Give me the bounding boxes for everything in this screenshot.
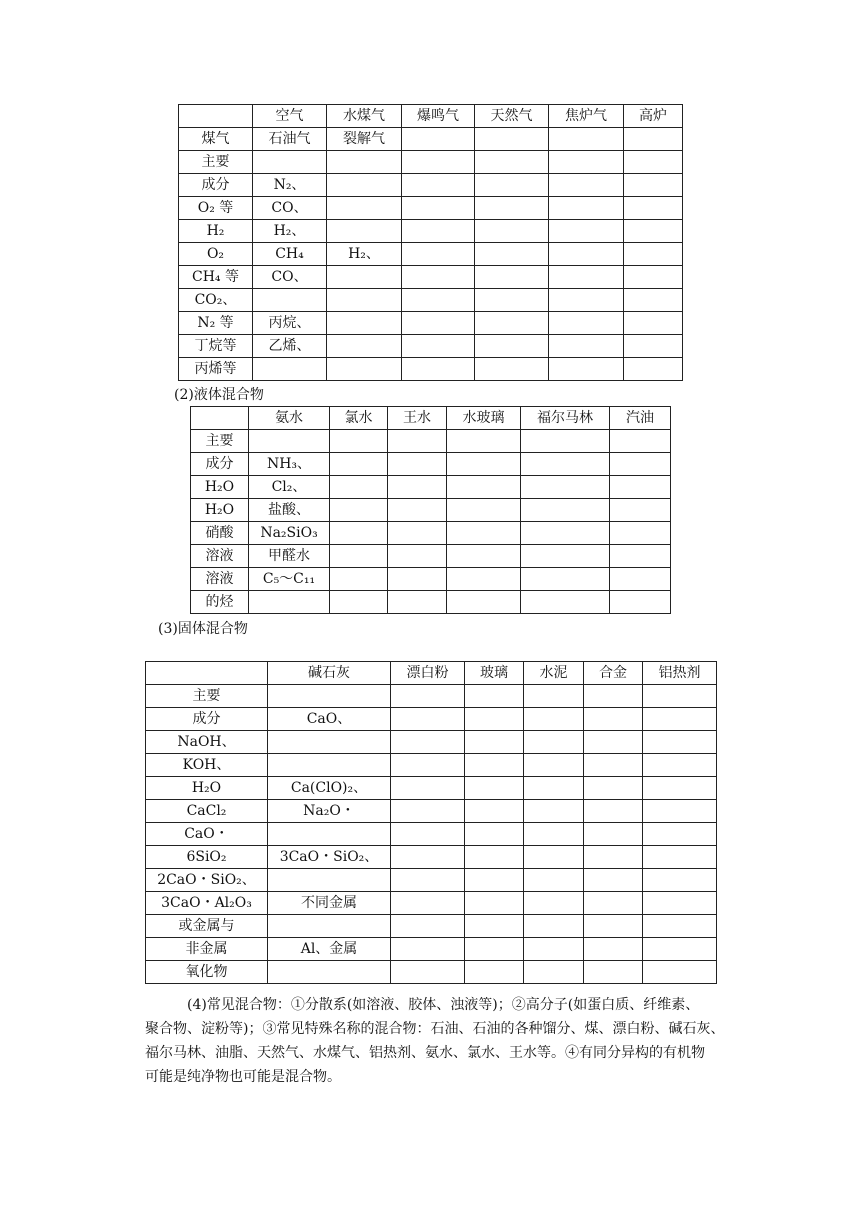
solid-table-row [146,731,717,754]
solid-table-cell [584,685,643,708]
gas-table-row [179,243,683,266]
solid-table-cell [584,823,643,846]
solid-table-cell [391,961,465,984]
solid-table-cell [465,731,524,754]
gas-table-cell [327,197,402,220]
gas-table-cell [624,151,683,174]
gas-table-row [179,197,683,220]
liquid-table-cell [610,591,671,614]
liquid-table-header-cell: 汽油 [610,407,671,430]
gas-table-cell [327,335,402,358]
liquid-table-cell [330,568,388,591]
solid-table-cell [584,800,643,823]
gas-table-cell [475,358,549,381]
solid-table-cell [524,869,584,892]
liquid-table-cell [330,545,388,568]
solid-table-cell [391,823,465,846]
liquid-table-cell [447,522,521,545]
solid-table-cell: 非金属 [146,938,268,961]
solid-table-cell: 3CaO・Al₂O₃ [146,892,268,915]
solid-table-cell [391,915,465,938]
liquid-table-cell [610,499,671,522]
gas-table-cell [475,174,549,197]
liquid-table-cell: 硝酸 [191,522,249,545]
gas-table-cell [475,243,549,266]
gas-table-cell: 主要 [179,151,253,174]
gas-table-cell [402,243,475,266]
gas-table-header-cell: 焦炉气 [549,105,624,128]
gas-table-cell: H₂ [179,220,253,243]
liquid-table-cell [388,453,447,476]
solid-table-cell [643,869,717,892]
gas-table-row [179,266,683,289]
solid-table-cell: Al、金属 [268,938,391,961]
liquid-table-cell [330,591,388,614]
gas-table-cell [253,289,327,312]
liquid-table-row [191,430,671,453]
gas-table-cell: CO、 [253,266,327,289]
solid-table-cell [524,961,584,984]
gas-table-cell [624,358,683,381]
solid-table-cell [465,754,524,777]
solid-table-cell [524,915,584,938]
solid-table-cell [584,777,643,800]
liquid-table-cell [330,453,388,476]
gas-table-cell [549,243,624,266]
gas-table-cell: H₂、 [253,220,327,243]
liquid-table-cell: H₂O [191,499,249,522]
gas-table-cell: 石油气 [253,128,327,151]
liquid-table-cell [330,476,388,499]
solid-table-cell [584,869,643,892]
liquid-table-cell [447,591,521,614]
liquid-table-row [191,407,671,430]
solid-table-row [146,961,717,984]
liquid-table-cell: 成分 [191,453,249,476]
solid-table-header-cell: 碱石灰 [268,662,391,685]
liquid-table-cell: Cl₂、 [249,476,330,499]
solid-table-cell [524,938,584,961]
liquid-table-cell: 溶液 [191,545,249,568]
gas-table-row [179,151,683,174]
solid-table-cell [465,823,524,846]
solid-table-cell [524,731,584,754]
solid-table-cell [391,800,465,823]
solid-table-row [146,800,717,823]
gas-table-row [179,358,683,381]
liquid-table-header-cell: 氨水 [249,407,330,430]
liquid-table-cell [447,430,521,453]
liquid-mixture-table [190,406,671,614]
liquid-table-cell [610,522,671,545]
gas-table-cell [253,151,327,174]
liquid-table-header-cell: 氯水 [330,407,388,430]
gas-table-header-cell: 高炉 [624,105,683,128]
solid-table-cell: NaOH、 [146,731,268,754]
solid-table-row [146,915,717,938]
gas-table-row [179,174,683,197]
solid-table-cell: H₂O [146,777,268,800]
paragraph-line: 可能是纯净物也可能是混合物。 [145,1069,341,1085]
liquid-table-cell [610,453,671,476]
solid-table-cell [524,685,584,708]
gas-table-cell [402,174,475,197]
gas-table-cell [402,289,475,312]
gas-table-header-cell: 爆鸣气 [402,105,475,128]
liquid-table-cell [447,545,521,568]
liquid-table-cell: Na₂SiO₃ [249,522,330,545]
gas-table-cell [624,335,683,358]
solid-table-cell [584,892,643,915]
solid-table-row [146,938,717,961]
gas-table-cell [624,266,683,289]
liquid-table-row [191,476,671,499]
liquid-table-cell [330,499,388,522]
gas-table-cell [475,335,549,358]
liquid-table-header-cell [191,407,249,430]
solid-table-cell: CaCl₂ [146,800,268,823]
solid-table-cell: 成分 [146,708,268,731]
gas-table-cell [549,266,624,289]
solid-table-header-cell: 玻璃 [465,662,524,685]
gas-mixture-table [178,104,683,381]
solid-table-cell [643,800,717,823]
solid-table-cell [524,800,584,823]
gas-table-row [179,289,683,312]
solid-table-cell [465,869,524,892]
gas-table-cell [549,151,624,174]
solid-table-cell [268,754,391,777]
solid-table-cell [524,777,584,800]
gas-table-cell: 煤气 [179,128,253,151]
liquid-table-cell [447,476,521,499]
solid-table-cell: 或金属与 [146,915,268,938]
solid-table-cell [643,915,717,938]
gas-table-cell: 裂解气 [327,128,402,151]
solid-table-cell [643,823,717,846]
solid-table-cell [643,892,717,915]
gas-table-cell [475,197,549,220]
solid-table-cell [465,685,524,708]
solid-table-cell [643,938,717,961]
solid-table-cell: 氧化物 [146,961,268,984]
gas-table-cell [624,128,683,151]
solid-table-cell [391,777,465,800]
liquid-table-cell: NH₃、 [249,453,330,476]
liquid-table-cell [388,545,447,568]
solid-table-cell: 主要 [146,685,268,708]
liquid-table-cell: 主要 [191,430,249,453]
solid-table-cell [391,846,465,869]
liquid-table-header-cell: 水玻璃 [447,407,521,430]
solid-table-row [146,892,717,915]
liquid-table-cell [388,568,447,591]
gas-table-cell [327,151,402,174]
liquid-table-cell [447,453,521,476]
gas-table-cell [402,358,475,381]
solid-table-header-cell: 水泥 [524,662,584,685]
solid-table-cell [524,892,584,915]
liquid-table-cell [388,430,447,453]
solid-table-row [146,869,717,892]
solid-table-cell [391,892,465,915]
gas-table-cell [549,174,624,197]
solid-table-cell [584,938,643,961]
common-mixtures-paragraph [145,993,745,1089]
solid-table-cell [465,938,524,961]
gas-table-cell: 乙烯、 [253,335,327,358]
gas-table-row [179,220,683,243]
liquid-table-header-cell: 福尔马林 [521,407,610,430]
liquid-table-cell [521,522,610,545]
gas-table-cell [402,197,475,220]
solid-table-cell [391,938,465,961]
solid-table-cell [584,961,643,984]
liquid-table-cell [610,476,671,499]
gas-table-cell [475,151,549,174]
gas-table-cell [549,220,624,243]
gas-table-cell: 丙烷、 [253,312,327,335]
solid-table-header-cell [146,662,268,685]
gas-table-cell [402,335,475,358]
solid-table-cell [524,708,584,731]
paragraph-line: 聚合物、淀粉等)；③常见特殊名称的混合物：石油、石油的各种馏分、煤、漂白粉、碱石灰、 [145,1021,725,1037]
liquid-table-cell [521,499,610,522]
solid-table-cell [643,961,717,984]
solid-table-cell [643,685,717,708]
solid-mixture-caption: (3)固体混合物 [158,621,248,637]
gas-table-row [179,335,683,358]
gas-table-header-cell: 水煤气 [327,105,402,128]
gas-table-cell [327,312,402,335]
solid-table-cell [465,846,524,869]
gas-table-cell [475,128,549,151]
liquid-mixture-caption: (2)液体混合物 [174,387,264,403]
liquid-table-cell [521,545,610,568]
gas-table-header-cell: 天然气 [475,105,549,128]
gas-table-cell [402,266,475,289]
gas-table-cell [327,174,402,197]
solid-table-cell [268,731,391,754]
gas-table-cell [549,289,624,312]
gas-table-cell [624,289,683,312]
gas-table-cell [475,220,549,243]
liquid-table-cell [330,430,388,453]
liquid-table-cell [521,476,610,499]
gas-table-cell: O₂ [179,243,253,266]
liquid-table-cell: 甲醛水 [249,545,330,568]
solid-table-cell [584,708,643,731]
solid-table-row [146,823,717,846]
liquid-table-cell: 盐酸、 [249,499,330,522]
solid-table-cell [391,869,465,892]
gas-table-cell: 丁烷等 [179,335,253,358]
solid-table-cell [391,708,465,731]
gas-table-cell: CO₂、 [179,289,253,312]
solid-table-row [146,846,717,869]
liquid-table-row [191,453,671,476]
gas-table-cell [549,197,624,220]
gas-table-cell: 丙烯等 [179,358,253,381]
solid-table-cell: 3CaO・SiO₂、 [268,846,391,869]
liquid-table-cell: 的烃 [191,591,249,614]
solid-table-row [146,708,717,731]
paragraph-line: (4)常见混合物：①分散系(如溶液、胶体、浊液等)；②高分子(如蛋白质、纤维素、 [187,997,700,1013]
liquid-table-cell [521,430,610,453]
liquid-table-cell [388,591,447,614]
liquid-table-row [191,545,671,568]
gas-table-cell [624,174,683,197]
gas-table-cell: CH₄ 等 [179,266,253,289]
gas-table-header-cell [179,105,253,128]
gas-table-cell [624,312,683,335]
solid-table-row [146,662,717,685]
solid-table-cell: Ca(ClO)₂、 [268,777,391,800]
solid-table-cell [465,892,524,915]
gas-table-cell [475,266,549,289]
liquid-table-row [191,568,671,591]
gas-table-cell [624,243,683,266]
solid-mixture-table [145,661,717,984]
solid-table-cell: CaO・ [146,823,268,846]
solid-table-cell [465,800,524,823]
liquid-table-row [191,591,671,614]
liquid-table-header-cell: 王水 [388,407,447,430]
solid-table-cell: CaO、 [268,708,391,731]
liquid-table-cell [388,476,447,499]
gas-table-cell: O₂ 等 [179,197,253,220]
solid-table-cell [391,754,465,777]
solid-table-cell [391,685,465,708]
solid-table-cell [584,731,643,754]
solid-table-cell [465,961,524,984]
solid-table-cell: 不同金属 [268,892,391,915]
liquid-table-cell [521,568,610,591]
solid-table-cell [584,846,643,869]
gas-table-cell: 成分 [179,174,253,197]
solid-table-cell [465,915,524,938]
gas-table-header-cell: 空气 [253,105,327,128]
solid-table-header-cell: 合金 [584,662,643,685]
solid-table-cell [584,754,643,777]
solid-table-cell: 6SiO₂ [146,846,268,869]
gas-table-cell: H₂、 [327,243,402,266]
liquid-table-cell [249,591,330,614]
liquid-table-row [191,499,671,522]
solid-table-cell [584,915,643,938]
gas-table-cell [402,220,475,243]
solid-table-cell [465,708,524,731]
gas-table-cell [475,289,549,312]
solid-table-header-cell: 漂白粉 [391,662,465,685]
solid-table-cell [391,731,465,754]
gas-table-cell [402,128,475,151]
solid-table-cell [524,846,584,869]
gas-table-cell [549,312,624,335]
gas-table-row [179,128,683,151]
gas-table-cell [327,289,402,312]
liquid-table-row [191,522,671,545]
liquid-table-cell [610,545,671,568]
solid-table-cell [268,961,391,984]
gas-table-cell [327,358,402,381]
solid-table-row [146,777,717,800]
gas-table-cell [402,151,475,174]
solid-table-cell [643,846,717,869]
liquid-table-cell [249,430,330,453]
solid-table-cell: KOH、 [146,754,268,777]
gas-table-cell [624,197,683,220]
gas-table-cell [327,266,402,289]
liquid-table-cell [447,568,521,591]
gas-table-cell [327,220,402,243]
solid-table-cell [643,754,717,777]
gas-table-cell [549,128,624,151]
gas-table-cell [253,358,327,381]
gas-table-cell: CH₄ [253,243,327,266]
gas-table-cell [624,220,683,243]
gas-table-cell [402,312,475,335]
solid-table-cell [268,869,391,892]
solid-table-cell [524,754,584,777]
solid-table-cell [524,823,584,846]
solid-table-cell [268,915,391,938]
gas-table-cell [549,358,624,381]
solid-table-cell [268,685,391,708]
solid-table-cell [643,731,717,754]
liquid-table-cell [330,522,388,545]
paragraph-line: 福尔马林、油脂、天然气、水煤气、铝热剂、氨水、氯水、王水等。④有同分异构的有机物 [145,1045,705,1061]
gas-table-cell: CO、 [253,197,327,220]
liquid-table-cell: 溶液 [191,568,249,591]
liquid-table-cell [388,499,447,522]
liquid-table-cell [447,499,521,522]
gas-table-row [179,105,683,128]
solid-table-cell [643,708,717,731]
solid-table-cell: 2CaO・SiO₂、 [146,869,268,892]
solid-table-cell [465,777,524,800]
liquid-table-cell [610,568,671,591]
solid-table-row [146,685,717,708]
gas-table-cell: N₂ 等 [179,312,253,335]
gas-table-row [179,312,683,335]
gas-table-cell [475,312,549,335]
solid-table-cell [643,777,717,800]
solid-table-row [146,754,717,777]
liquid-table-cell [388,522,447,545]
solid-table-cell [268,823,391,846]
gas-table-cell: N₂、 [253,174,327,197]
liquid-table-cell [521,453,610,476]
solid-table-header-cell: 铝热剂 [643,662,717,685]
gas-table-cell [549,335,624,358]
solid-table-cell: Na₂O・ [268,800,391,823]
liquid-table-cell: H₂O [191,476,249,499]
liquid-table-cell [521,591,610,614]
liquid-table-cell [610,430,671,453]
liquid-table-cell: C₅～C₁₁ [249,568,330,591]
